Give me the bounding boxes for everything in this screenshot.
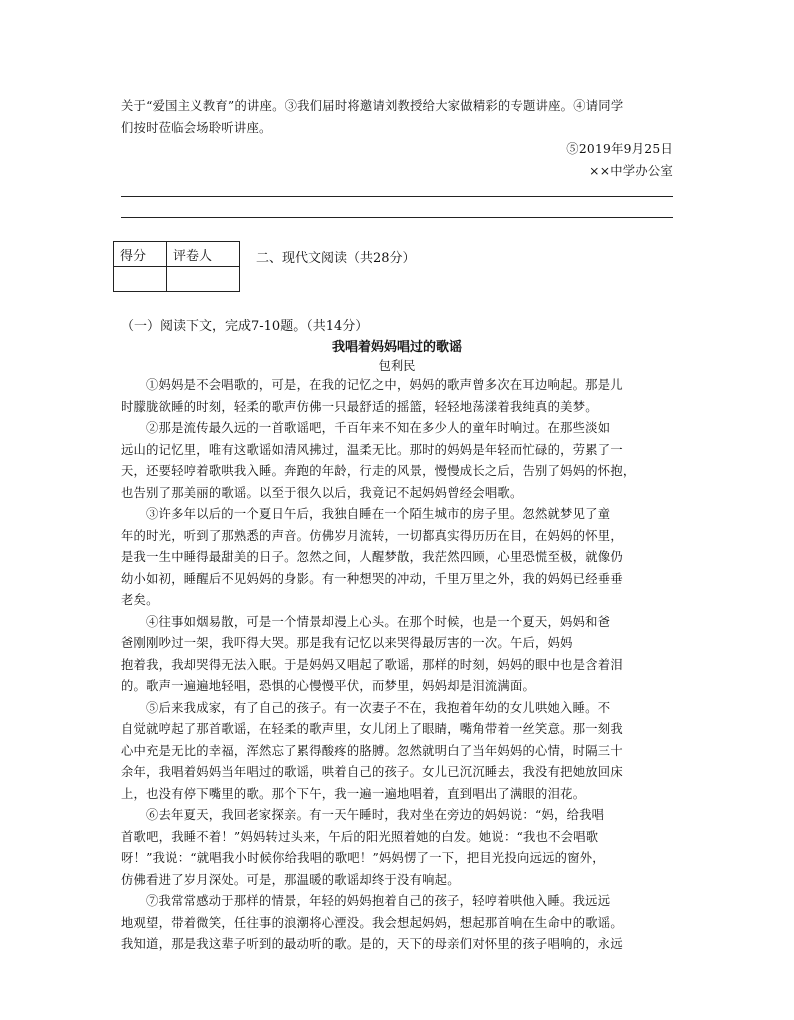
- grader-cell: [167, 267, 240, 292]
- article-line: 也告别了那美丽的歌谣。以至于很久以后，我竟记不起妈妈曾经会唱歌。: [121, 485, 523, 500]
- article-line: 余年，我唱着妈妈当年唱过的歌谣，哄着自己的孩子。女儿已沉沉睡去，我没有把她放回床: [121, 765, 623, 779]
- article-line: ⑦我常常感动于那样的情景，年轻的妈妈抱着自己的孩子，轻哼着哄他入睡。我远远: [146, 894, 611, 908]
- grader-label: 评卷人: [167, 242, 240, 267]
- section-title: 二、现代文阅读（共28分）: [256, 251, 416, 266]
- article-line: 幼小如初，睡醒后不见妈妈的身影。有一种想哭的冲动，千里万里之外，我的妈妈已经垂垂: [121, 571, 623, 586]
- answer-line-1: [121, 196, 673, 197]
- article-line: 老矣。: [121, 593, 159, 607]
- article-line: 是我一生中睡得最甜美的日子。忽然之间，人醒梦散，我茫然四顾，心里恐慌至极，就像仍: [121, 550, 623, 564]
- article-line: ①妈妈是不会唱歌的，可是，在我的记忆之中，妈妈的歌声曾多次在耳边响起。那是儿: [146, 378, 623, 392]
- notice-date: ⑤2019年9月25日: [566, 142, 673, 156]
- article-title: 我唱着妈妈唱过的歌谣: [331, 340, 462, 355]
- article-line: 天，还要轻哼着歌哄我入睡。奔跑的年龄，行走的风景，慢慢成长之后，告别了妈妈的怀抱，: [121, 464, 636, 478]
- article-line: 抱着我，我却哭得无法入眠。于是妈妈又唱起了歌谣，那样的时刻，妈妈的眼中也是含着泪: [121, 657, 623, 672]
- article-line: ⑤后来我成家，有了自己的孩子。有一次妻子不在，我抱着年幼的女儿哄她入睡。不: [146, 700, 611, 715]
- article-line: ③许多年以后的一个夏日午后，我独自睡在一个陌生城市的房子里。忽然就梦见了童: [146, 507, 611, 521]
- article-author: 包利民: [378, 359, 416, 373]
- article-line: 首歌吧，我睡不着！”妈妈转过头来，午后的阳光照着她的白发。她说：“我也不会唱歌: [121, 829, 599, 844]
- score-label: 得分: [114, 242, 167, 267]
- answer-line-2: [121, 217, 673, 218]
- article-line: 呀！”我说：“就唱我小时候你给我唱的歌吧！”妈妈愣了一下，把目光投向远远的窗外，: [121, 851, 605, 865]
- article-line: 自觉就哼起了那首歌谣，在轻柔的歌声里，女儿闭上了眼睛，嘴角带着一丝笑意。那一刻我: [121, 722, 623, 736]
- article-line: 仿佛看进了岁月深处。可是，那温暖的歌谣却终于没有响起。: [121, 872, 460, 887]
- article-line: 年的时光，听到了那熟悉的声音。仿佛岁月流转，一切都真实得历历在目，在妈妈的怀里，: [121, 528, 623, 543]
- article-line: 心中充是无比的幸福，浑然忘了累得酸疼的胳膊。忽然就明白了当年妈妈的心情，时隔三十: [121, 743, 623, 758]
- score-cell: [114, 267, 167, 292]
- article-line: 地观望，带着微笑，任往事的浪潮将心湮没。我会想起妈妈，想起那首响在生命中的歌谣。: [121, 915, 623, 930]
- article-line: 爸刚刚吵过一架，我吓得大哭。那是我有记忆以来哭得最厉害的一次。午后，妈妈: [121, 636, 573, 650]
- notice-line-2: 们按时莅临会场聆听讲座。: [121, 121, 272, 135]
- article-line: ⑥去年夏天，我回老家探亲。有一天午睡时，我对坐在旁边的妈妈说：“妈，给我唱: [146, 808, 605, 822]
- article-line: 我知道，那是我这辈子听到的最动听的歌。是的，天下的母亲们对怀里的孩子唱响的，永远: [121, 937, 623, 951]
- notice-line-1: 关于“爱国主义教育”的讲座。③我们届时将邀请刘教授给大家做精彩的专题讲座。④请同学: [121, 99, 624, 113]
- section-subtitle: （一）阅读下文，完成7-10题。（共14分）: [121, 319, 369, 334]
- score-table: [113, 241, 240, 292]
- article-line: ②那是流传最久远的一首歌谣吧，千百年来不知在多少人的童年时响过。在那些淡如: [146, 421, 611, 435]
- notice-issuer: ××中学办公室: [589, 164, 673, 178]
- article-line: 上，也没有停下嘴里的歌。那个下午，我一遍一遍地唱着，直到唱出了满眼的泪花。: [121, 786, 586, 801]
- article-line: ④往事如烟易散，可是一个情景却漫上心头。在那个时候，也是一个夏天，妈妈和爸: [146, 614, 611, 629]
- article-line: 远山的记忆里，唯有这歌谣如清风拂过，温柔无比。那时的妈妈是年轻而忙碌的，劳累了一: [121, 442, 623, 457]
- article-line: 的。歌声一遍遍地轻唱，恐惧的心慢慢平伏，而梦里，妈妈却是泪流满面。: [121, 679, 536, 693]
- article-line: 时朦胧欲睡的时刻，轻柔的歌声仿佛一只最舒适的摇篮，轻轻地荡漾着我纯真的美梦。: [121, 399, 598, 414]
